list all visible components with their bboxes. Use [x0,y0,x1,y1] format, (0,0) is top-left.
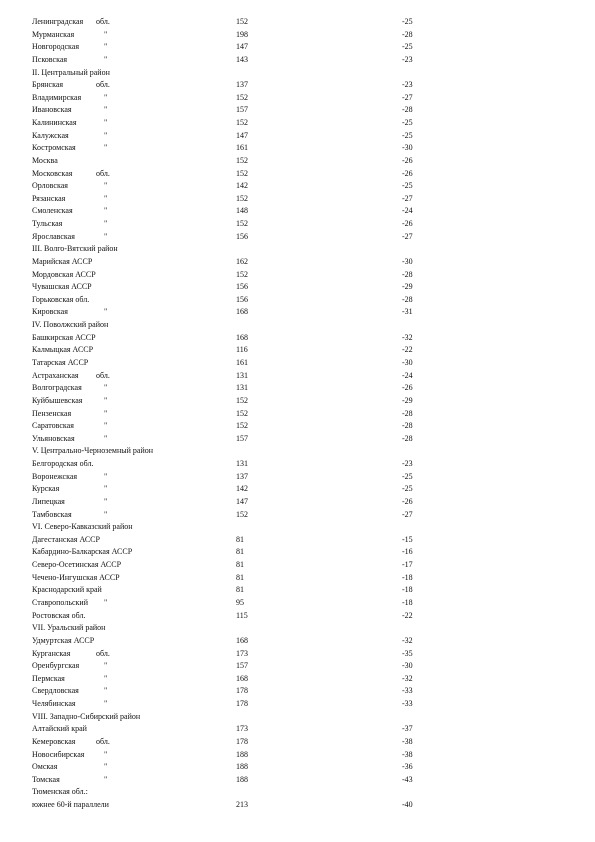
region-name: Тамбовская [32,509,72,519]
section-heading [0,622,595,634]
value-temperature: -16 [402,547,413,557]
section-heading [0,243,595,255]
region-name: Тюменская обл.: [32,787,88,797]
table-row [0,130,595,142]
value-days: 152 [236,193,248,203]
ditto-mark: " [104,509,108,519]
ditto-mark: обл. [96,17,110,26]
value-days: 161 [236,143,248,153]
table-row [0,294,595,306]
table-row [0,698,595,710]
value-temperature: -30 [402,143,413,153]
region-name: Удмуртская АССР [32,635,95,645]
value-temperature: -26 [402,496,413,506]
section-heading [0,319,595,331]
table-row [0,231,595,243]
value-temperature: -23 [402,54,413,64]
value-temperature: -32 [402,635,413,645]
region-name: Свердловская [32,686,79,696]
value-temperature: -27 [402,92,413,102]
ditto-mark: " [104,686,108,696]
ditto-mark: " [104,118,108,128]
value-days: 157 [236,433,248,443]
value-temperature: -22 [402,610,413,620]
table-row [0,509,595,521]
value-days: 137 [236,80,248,90]
region-name: Кировская [32,307,68,317]
ditto-mark: " [104,307,108,317]
region-name: Калужская [32,130,69,140]
region-name: Костромская [32,143,76,153]
value-days: 173 [236,724,248,734]
value-days: 173 [236,648,248,658]
value-days: 198 [236,29,248,39]
region-name: Алтайский край [32,724,87,734]
value-temperature: -26 [402,155,413,165]
region-name: Белгородская обл. [32,459,94,469]
value-days: 148 [236,206,248,216]
region-name: Орловская [32,181,68,191]
region-name: Ивановская [32,105,72,115]
region-name: Чечено-Ингушская АССР [32,572,120,582]
value-temperature: -25 [402,484,413,494]
value-temperature: -35 [402,648,413,658]
region-name: Куйбышевская [32,395,83,405]
ditto-mark: " [104,206,108,216]
table-row [0,420,595,432]
ditto-mark: " [104,29,108,39]
table-row [0,736,595,748]
value-days: 95 [236,597,244,607]
ditto-mark: " [104,661,108,671]
region-name: Калмыцкая АССР [32,345,94,355]
table-row [0,761,595,773]
value-temperature: -28 [402,421,413,431]
ditto-mark: " [104,433,108,443]
value-days: 131 [236,370,248,380]
value-temperature: -25 [402,42,413,52]
value-temperature: -40 [402,800,413,810]
table-row [0,572,595,584]
region-name: Саратовская [32,421,74,431]
value-days: 178 [236,686,248,696]
table-row [0,610,595,622]
region-name: Кабардино-Балкарская АССР [32,547,133,557]
table-row [0,534,595,546]
table-row [0,546,595,558]
ditto-mark: " [104,105,108,115]
region-name: Курская [32,484,60,494]
value-days: 168 [236,635,248,645]
region-name: Воронежская [32,471,78,481]
value-temperature: -30 [402,358,413,367]
table-row [0,256,595,268]
table-row [0,370,595,382]
value-days: 188 [236,749,248,759]
region-name: Астраханская [32,370,79,380]
table-row [0,584,595,596]
value-temperature: -27 [402,509,413,519]
value-temperature: -17 [402,560,413,570]
ditto-mark: " [104,219,108,229]
ditto-mark: " [104,54,108,64]
value-temperature: -28 [402,433,413,443]
value-temperature: -28 [402,105,413,115]
value-temperature: -18 [402,597,413,607]
section-heading [0,445,595,457]
value-days: 162 [236,256,248,266]
region-name: Смоленская [32,206,73,216]
table-row [0,218,595,230]
region-name: Дагестанская АССР [32,534,100,544]
value-days: 137 [236,471,248,481]
value-temperature: -18 [402,585,413,595]
section-heading [0,711,595,723]
ditto-mark: " [104,774,108,784]
ditto-mark: обл. [96,648,110,658]
table-row [0,786,595,798]
table-row [0,749,595,761]
ditto-mark: " [104,484,108,494]
region-name: Ульяновская [32,433,75,443]
ditto-mark: " [104,181,108,191]
ditto-mark: " [104,762,108,772]
ditto-mark: обл. [96,370,110,380]
value-temperature: -32 [402,673,413,683]
region-name: Мордовская АССР [32,269,96,279]
region-name: Краснодарский край [32,585,102,595]
value-temperature: -37 [402,724,413,734]
value-temperature: -23 [402,459,413,469]
region-name: Башкирская АССР [32,332,96,342]
region-name: Омская [32,762,58,772]
value-temperature: -28 [402,29,413,39]
table-row [0,723,595,735]
ditto-mark: " [104,92,108,102]
value-days: 142 [236,181,248,191]
region-name: Новгородская [32,42,80,52]
region-name: Ярославская [32,231,75,241]
region-name: VIII. Западно-Сибирский район [32,711,141,721]
region-name: Брянская [32,80,64,90]
region-name: Ленинградская [32,17,84,26]
ditto-mark: " [104,471,108,481]
table-row [0,382,595,394]
value-temperature: -24 [402,370,413,380]
value-temperature: -32 [402,332,413,342]
value-temperature: -26 [402,219,413,229]
value-temperature: -28 [402,269,413,279]
region-name: Ставропольский [32,597,88,607]
value-temperature: -22 [402,345,413,355]
table-row [0,483,595,495]
value-days: 81 [236,572,244,582]
value-days: 156 [236,282,248,292]
value-days: 147 [236,42,248,52]
value-days: 81 [236,534,244,544]
value-temperature: -38 [402,736,413,746]
region-name: Липецкая [32,496,65,506]
table-row [0,16,595,28]
value-days: 152 [236,421,248,431]
ditto-mark: " [104,749,108,759]
value-days: 131 [236,459,248,469]
value-days: 147 [236,130,248,140]
region-name: Новосибирская [32,749,85,759]
value-days: 156 [236,231,248,241]
section-heading [0,67,595,79]
region-name: V. Центрально-Черноземный район [32,446,154,456]
value-days: 188 [236,774,248,784]
value-days: 168 [236,332,248,342]
table-row [0,559,595,571]
value-days: 152 [236,509,248,519]
value-days: 152 [236,118,248,128]
table-row [0,433,595,445]
region-name: Ростовская обл. [32,610,86,620]
value-days: 147 [236,496,248,506]
value-temperature: -30 [402,661,413,671]
value-temperature: -26 [402,168,413,178]
table-row [0,79,595,91]
value-days: 156 [236,294,248,304]
region-name: Курганская [32,648,71,658]
region-name: VII. Уральский район [32,623,106,633]
region-name: Горьковская обл. [32,294,90,304]
value-temperature: -33 [402,699,413,709]
region-name: II. Центральный район [32,67,110,77]
region-name: Томская [32,774,60,784]
ditto-mark: " [104,231,108,241]
region-name: Калининская [32,118,77,128]
value-days: 115 [236,610,248,620]
value-temperature: -31 [402,307,413,317]
value-days: 152 [236,269,248,279]
ditto-mark: " [104,383,108,393]
section-heading [0,521,595,533]
ditto-mark: " [104,496,108,506]
value-temperature: -30 [402,256,413,266]
table-row [0,685,595,697]
ditto-mark: " [104,597,108,607]
table-row [0,660,595,672]
value-temperature: -27 [402,193,413,203]
value-temperature: -25 [402,17,413,26]
value-temperature: -25 [402,118,413,128]
value-temperature: -28 [402,408,413,418]
region-name: Мурманская [32,29,75,39]
value-temperature: -29 [402,282,413,292]
ditto-mark: " [104,673,108,683]
value-temperature: -23 [402,80,413,90]
table-row [0,673,595,685]
value-days: 161 [236,358,248,367]
table-row [0,357,595,369]
value-days: 152 [236,17,248,26]
value-days: 152 [236,219,248,229]
value-temperature: -28 [402,294,413,304]
table-row [0,193,595,205]
table-row [0,395,595,407]
ditto-mark: " [104,408,108,418]
value-days: 143 [236,54,248,64]
region-name: Псковская [32,54,68,64]
table-row [0,92,595,104]
value-days: 178 [236,736,248,746]
region-name: Тульская [32,219,63,229]
ditto-mark: " [104,130,108,140]
region-name: Рязанская [32,193,66,203]
value-days: 188 [236,762,248,772]
value-temperature: -26 [402,383,413,393]
table-row [0,597,595,609]
value-temperature: -24 [402,206,413,216]
ditto-mark: " [104,143,108,153]
table-row [0,142,595,154]
table-row [0,205,595,217]
table-row [0,29,595,41]
value-temperature: -25 [402,181,413,191]
table-row [0,458,595,470]
ditto-mark: " [104,42,108,52]
value-temperature: -25 [402,471,413,481]
region-name: Оренбургская [32,661,80,671]
value-days: 152 [236,92,248,102]
region-name: Пензенская [32,408,72,418]
value-days: 131 [236,383,248,393]
ditto-mark: " [104,395,108,405]
value-days: 157 [236,661,248,671]
value-days: 116 [236,345,248,355]
value-days: 178 [236,699,248,709]
table-row [0,306,595,318]
value-days: 168 [236,673,248,683]
table-row [0,168,595,180]
table-row [0,774,595,786]
value-temperature: -25 [402,130,413,140]
value-days: 152 [236,168,248,178]
ditto-mark: " [104,421,108,431]
table-row [0,155,595,167]
table-row [0,799,595,811]
region-name: Марийская АССР [32,256,93,266]
value-temperature: -43 [402,774,413,784]
value-days: 81 [236,547,244,557]
table-row [0,471,595,483]
value-days: 152 [236,395,248,405]
table-row [0,648,595,660]
region-name: Волгоградская [32,383,82,393]
table-row [0,408,595,420]
table-row [0,54,595,66]
region-name: VI. Северо-Кавказский район [32,522,133,532]
value-temperature: -33 [402,686,413,696]
table-row [0,496,595,508]
value-temperature: -18 [402,572,413,582]
table-row [0,41,595,53]
region-name: Кемеровская [32,736,76,746]
value-days: 157 [236,105,248,115]
table-row [0,635,595,647]
table-row [0,104,595,116]
region-name: Московская [32,168,73,178]
table-row [0,281,595,293]
ditto-mark: обл. [96,80,110,90]
value-temperature: -29 [402,395,413,405]
ditto-mark: " [104,699,108,709]
value-temperature: -15 [402,534,413,544]
region-name: Владимирская [32,92,82,102]
value-days: 81 [236,560,244,570]
value-temperature: -27 [402,231,413,241]
table-row [0,117,595,129]
table-row [0,344,595,356]
ditto-mark: " [104,193,108,203]
value-days: 81 [236,585,244,595]
value-days: 142 [236,484,248,494]
value-temperature: -36 [402,762,413,772]
region-name: Северо-Осетинская АССР [32,560,122,570]
table-row [0,269,595,281]
region-name: Чувашская АССР [32,282,92,292]
value-days: 152 [236,155,248,165]
value-days: 152 [236,408,248,418]
table-row [0,332,595,344]
value-temperature: -38 [402,749,413,759]
value-days: 213 [236,800,248,810]
region-name: Пермская [32,673,65,683]
region-name: Татарская АССР [32,358,89,367]
ditto-mark: обл. [96,168,110,178]
region-name: III. Волго-Вятский район [32,244,118,254]
table-row [0,180,595,192]
value-days: 168 [236,307,248,317]
region-name: Челябинская [32,699,76,709]
region-name: южнее 60-й параллели [32,800,109,810]
ditto-mark: обл. [96,736,110,746]
region-name: IV. Поволжский район [32,320,109,330]
region-name: Москва [32,155,58,165]
